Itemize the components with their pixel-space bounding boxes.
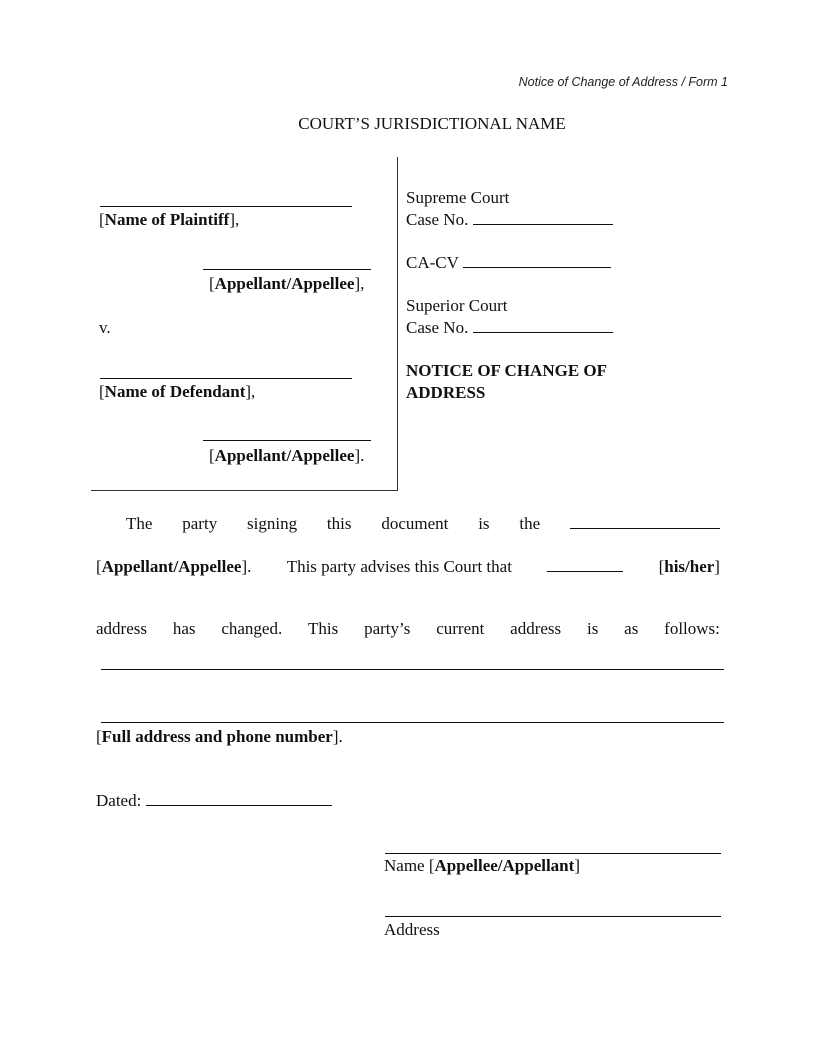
caption-vertical-divider [397,157,398,491]
address-line-2 [101,722,724,723]
versus: v. [99,318,111,337]
address-hint: [Full address and phone number]. [96,727,343,746]
plaintiff-role-line [203,269,371,270]
form-label: Notice of Change of Address / Form 1 [518,75,728,89]
defendant-name-label: [Name of Defendant], [99,382,256,401]
court-name: COURT’S JURISDICTIONAL NAME [298,114,566,133]
signature-name-line [385,853,721,854]
superior-case-no-blank [473,318,613,333]
superior-case-no: Case No. [406,317,613,339]
dated-field: Dated: [96,790,332,812]
defendant-role-label: [Appellant/Appellee]. [209,446,365,465]
plaintiff-name-line [100,206,352,207]
defendant-name-line [100,378,352,379]
signature-name-label: Name [Appellee/Appellant] [384,856,580,875]
signature-address-label: Address [384,920,440,939]
ca-cv-blank [463,253,611,268]
body-line-2: [Appellant/Appellee]. This party advises this Court that [his/her] [96,557,720,576]
address-line-1 [101,669,724,670]
party-role-blank [570,514,720,529]
supreme-court-label: Supreme Court [406,188,510,207]
ca-cv-field: CA-CV [406,252,611,274]
body-line-3: address has changed. This party’s current address is as follows: [96,619,720,638]
plaintiff-name-label: [Name of Plaintiff], [99,210,240,229]
caption-bottom-rule [91,490,398,491]
document-title: NOTICE OF CHANGE OF ADDRESS [406,361,608,402]
dated-blank [146,791,332,806]
pronoun-blank [547,557,623,572]
supreme-case-no-blank [473,210,613,225]
defendant-role-line [203,440,371,441]
plaintiff-role-label: [Appellant/Appellee], [209,274,365,293]
signature-address-line [385,916,721,917]
body-line-1: The party signing this document is the [126,514,720,534]
superior-court-label: Superior Court [406,296,508,315]
supreme-case-no: Case No. [406,209,613,231]
